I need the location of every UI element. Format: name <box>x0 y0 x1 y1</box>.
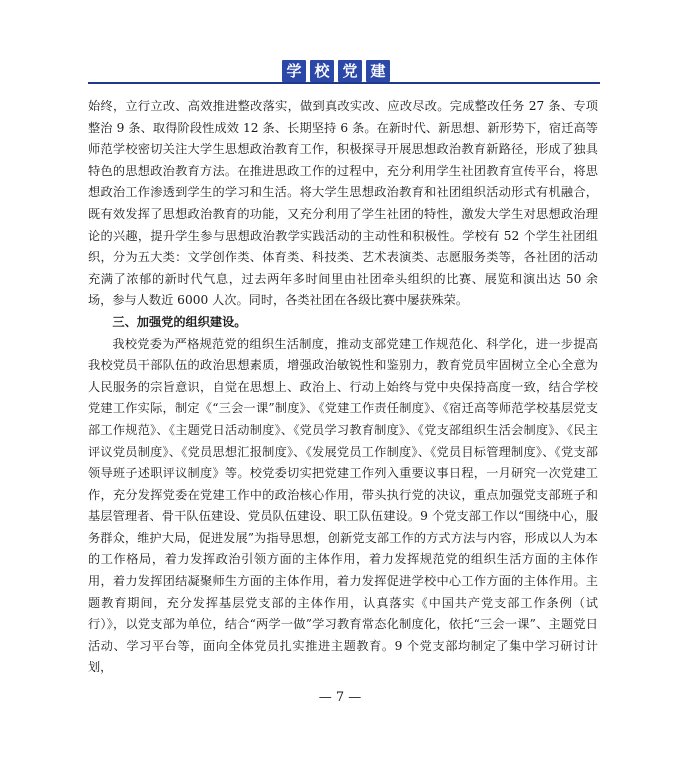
header-title-char: 党 <box>338 60 362 82</box>
header-rule <box>88 82 600 84</box>
section-heading: 三、加强党的组织建设。 <box>112 314 247 329</box>
document-body <box>88 96 598 679</box>
body-paragraph: 我校党委为严格规范党的组织生活制度，推动支部党建工作规范化、科学化，进一步提高我校党员干部队伍的政治思想素质，增强政治敏锐性和鉴别力，教育党员牢固树立全心全意为人民服务的宗旨意识，自觉在思想上、政治上、行动上始终与党中央保持高度一致，结合学校党建工作实际，制定《“三会一课”制度》、《党建工作责任制度》、《宿迁高等师范学校基层党支部工作规范》、《主题党日活动制度》、《党员学习教育制度》、《党支部组织生活会制度》、《民主评议党员制度》、《党员思想汇报制度》、《发展党员工作制度》、《党员目标管理制度》、《党支部领导班子述职评议制度》等。校党委切实把党建工作列入重要议事日程，一月研究一次党建工作，充分发挥党委在党建工作中的政治核心作用，带头执行党的决议，重点加强党支部班子和基层管理者、骨干队伍建设、党员队伍建设、职工队伍建设。9 个党支部工作以“围绕中心，服务群众，维护大局，促进发展”为指导思想，创新党支部工作的方式方法与内容，形成以人为本的工作格局，着力发挥政治引领方面的主体作用，着力发挥规范党的组织生活方面的主体作用，着力发挥团结凝聚师生方面的主体作用，着力发挥促进学校中心工作方面的主体作用。主题教育期间，充分发挥基层党支部的主体作用，认真落实《中国共产党支部工作条例（试行）》，以党支部为单位，结合“两学一做”学习教育常态化制度化，依托“三会一课”、主题党日活动、学习平台等，面向全体党员扎实推进主题教育。9 个党支部均制定了集中学习研讨计划， <box>88 336 598 675</box>
header-title <box>282 60 390 82</box>
header-title-char: 校 <box>310 60 334 82</box>
header-title-char: 学 <box>282 60 306 82</box>
header-title-char: 建 <box>366 60 390 82</box>
page-number: — 7 — <box>318 690 362 705</box>
page-header <box>0 0 680 90</box>
body-paragraph: 始终，立行立改、高效推进整改落实，做到真改实改、应改尽改。完成整改任务 27 条、专项整治 9 条、取得阶段性成效 12 条、长期坚持 6 条。在新时代、新思想、新形势下，宿迁高等师范学校密切关注大学生思想政治教育工作，积极探寻开展思想政治教育新路径，形成了独具特色的思想政治教育方法。在推进思政工作的过程中，充分利用学生社团教育宣传平台，将思想政治工作渗透到学生的学习和生活。将大学生思想政治教育和社团组织活动形式有机融合，既有效发挥了思想政治教育的功能，又充分利用了学生社团的特性，激发大学生对思想政治理论的兴趣，提升学生参与思想政治教学实践活动的主动性和积极性。学校有 52 个学生社团组织，分为五大类：文学创作类、体育类、科技类、艺术表演类、志愿服务类等，各社团的活动充满了浓郁的新时代气息，过去两年多时间里由社团牵头组织的比赛、展览和演出达 50 余场，参与人数近 6000 人次。同时，各类社团在各级比赛中屡获殊荣。 <box>88 99 598 308</box>
